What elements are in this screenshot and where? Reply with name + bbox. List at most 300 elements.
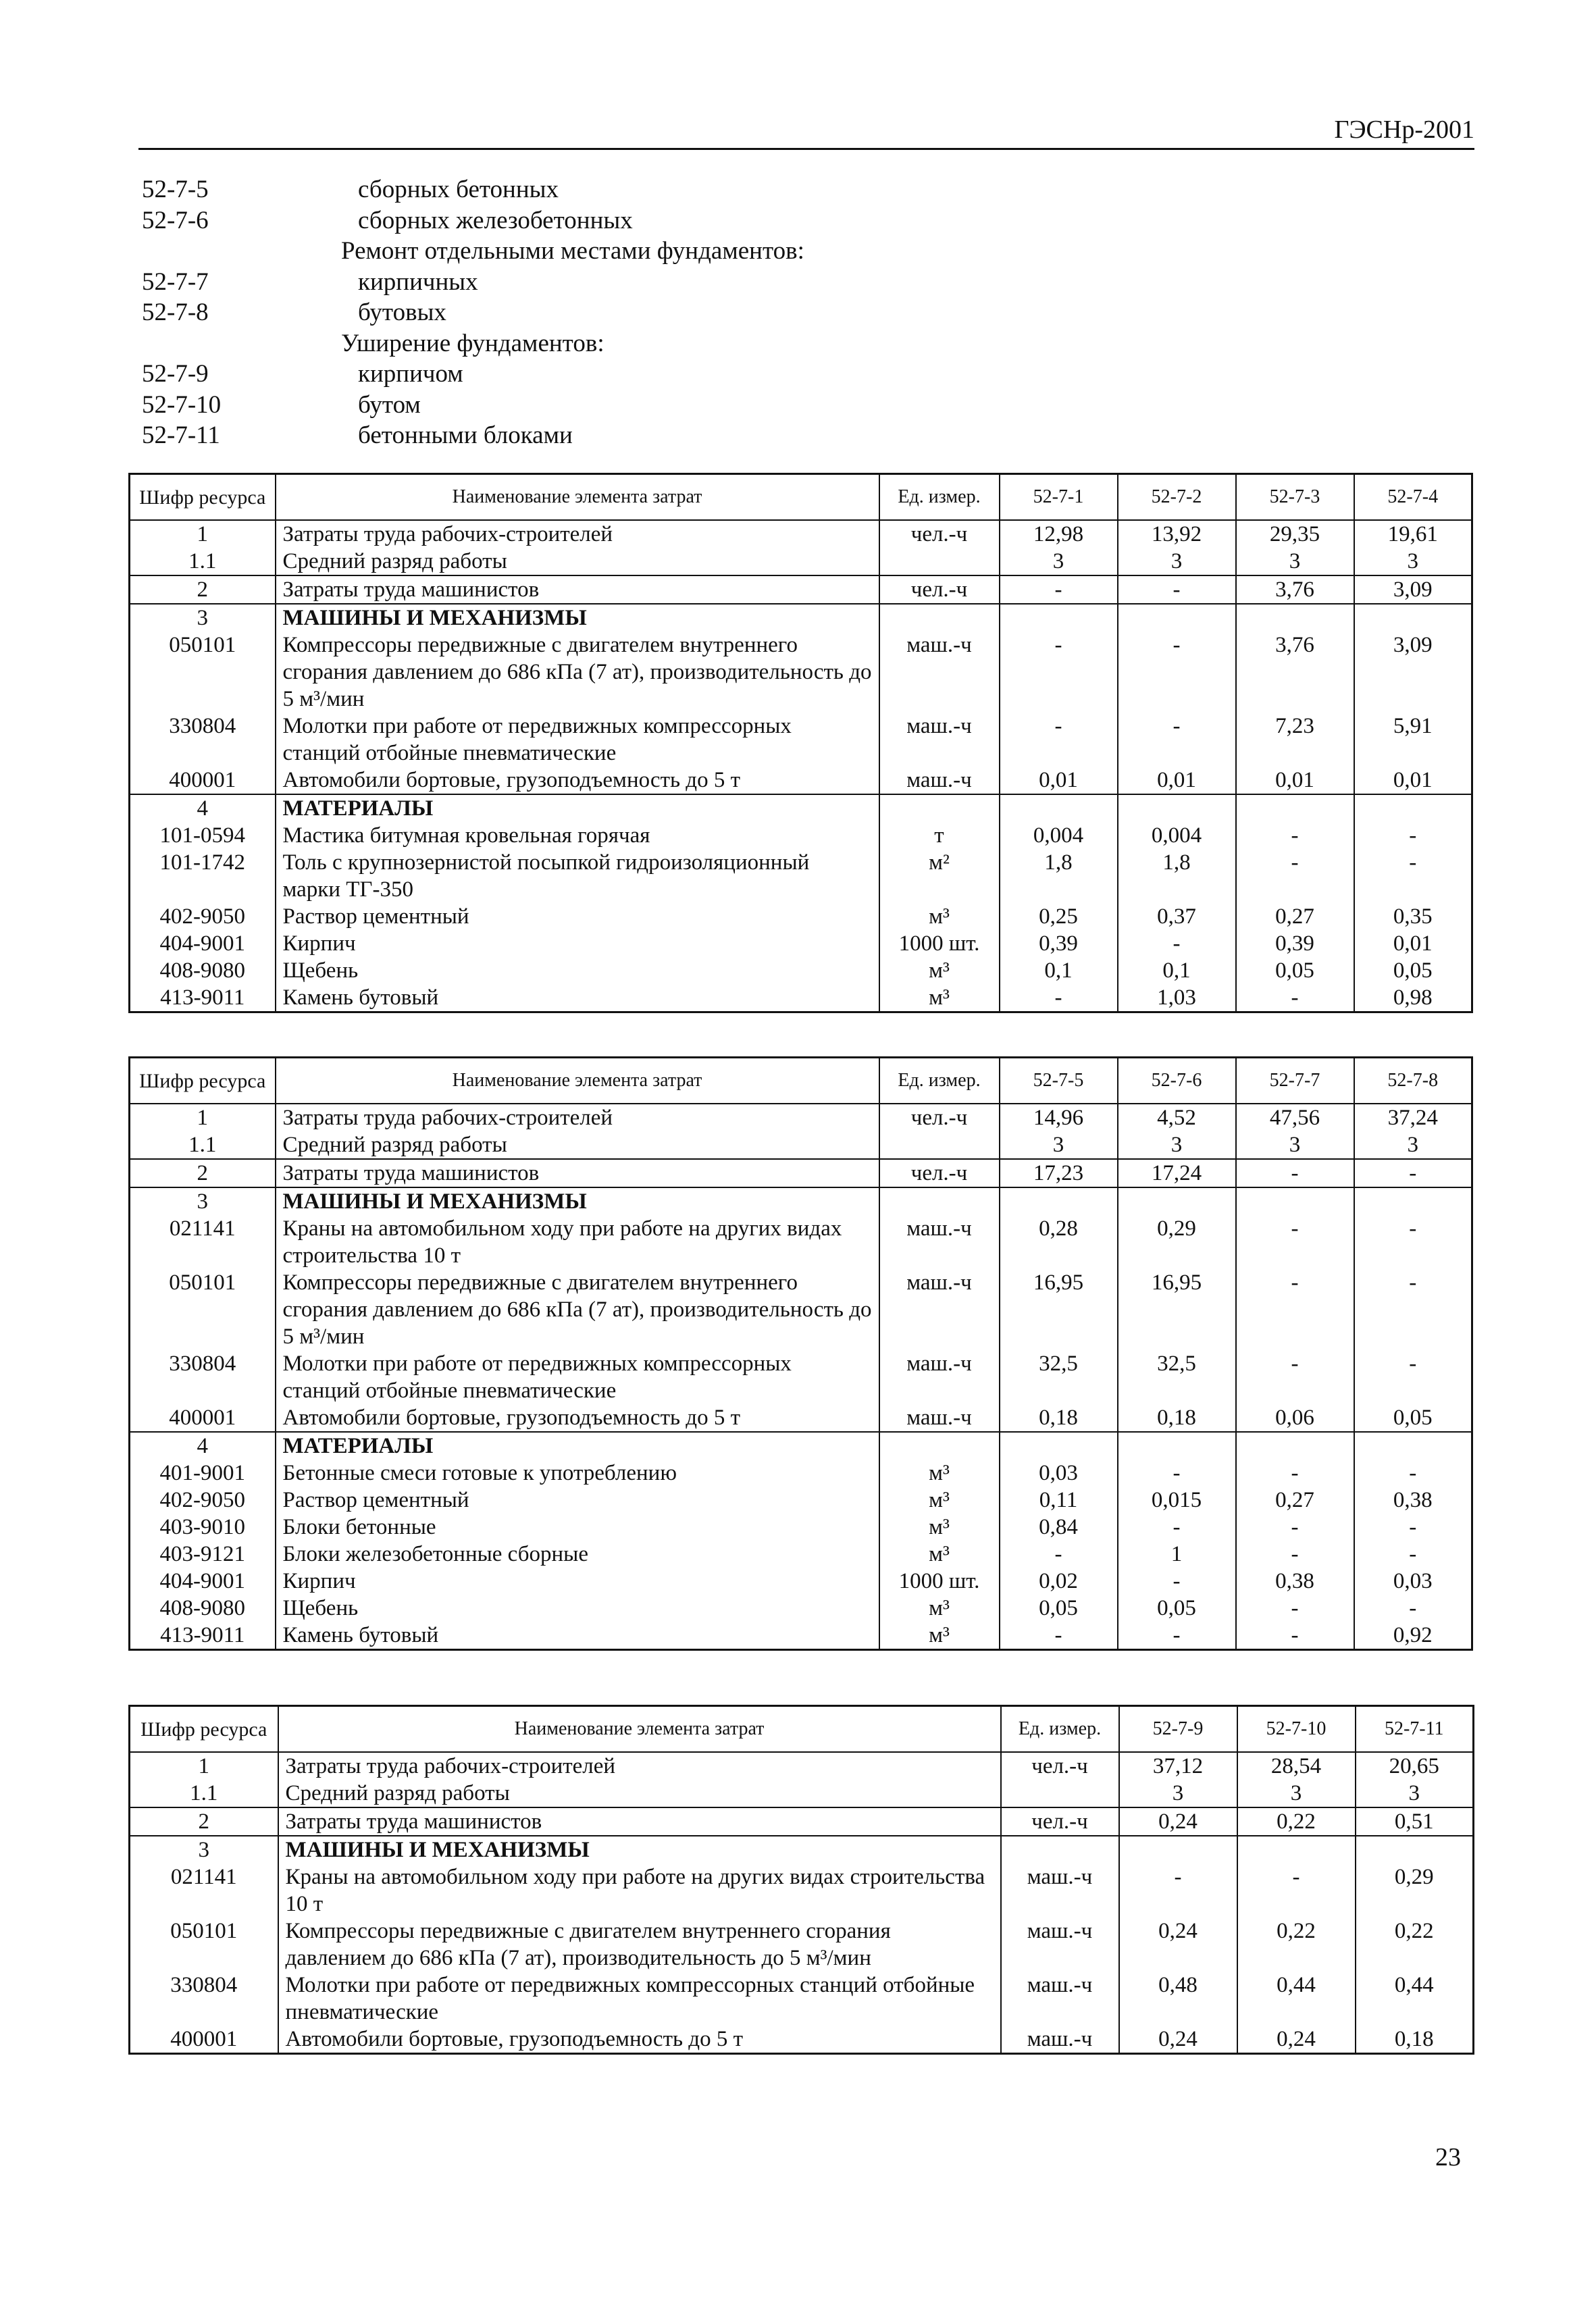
value-cell — [1236, 604, 1354, 632]
value-cell: - — [1118, 1514, 1236, 1541]
value-cell: 7,23 — [1236, 713, 1354, 767]
value-cell: - — [1354, 1595, 1472, 1622]
value-cell: 0,51 — [1356, 1807, 1474, 1836]
section-row — [130, 604, 1472, 632]
value-cell: - — [1237, 1863, 1356, 1918]
unit-cell — [1001, 1780, 1119, 1807]
intro-text: сборных железобетонных — [358, 206, 633, 234]
page-number: 23 — [1435, 2143, 1461, 2171]
table-row — [130, 1269, 1472, 1350]
resource-code: 404-9001 — [130, 930, 276, 957]
table-row — [130, 1404, 1472, 1432]
value-cell: - — [1354, 1514, 1472, 1541]
intro-code: 52-7-10 — [142, 390, 222, 419]
value-cell: - — [1118, 930, 1236, 957]
value-cell: - — [1236, 1269, 1354, 1350]
cost-item-name: Краны на автомобильном ходу при работе на других видах строительства 10 т — [278, 1863, 1001, 1918]
intro-group-heading — [142, 236, 1425, 267]
table-row — [130, 1460, 1472, 1487]
value-cell: 0,22 — [1237, 1918, 1356, 1972]
value-cell: 0,01 — [1354, 767, 1472, 794]
resource-code: 1 — [130, 1104, 276, 1131]
resource-code: 021141 — [130, 1863, 278, 1918]
value-cell: - — [1236, 1215, 1354, 1269]
value-cell: - — [1236, 822, 1354, 849]
header-col-52-7-9: 52-7-9 — [1119, 1706, 1237, 1753]
header-rule — [138, 148, 1474, 150]
value-cell: 12,98 — [1000, 520, 1118, 548]
cost-item-name: Щебень — [276, 957, 879, 984]
cost-item-name: Краны на автомобильном ходу при работе на других видах строительства 10 т — [276, 1215, 879, 1269]
table-row — [130, 984, 1472, 1012]
cost-item-name: МАТЕРИАЛЫ — [276, 794, 879, 822]
value-cell: 17,23 — [1000, 1159, 1118, 1187]
value-cell — [1000, 1187, 1118, 1215]
unit-cell: м² — [879, 849, 1000, 903]
table-row — [130, 1514, 1472, 1541]
value-cell: 0,004 — [1118, 822, 1236, 849]
intro-text: Ремонт отдельными местами фундаментов: — [341, 237, 804, 265]
value-cell: 32,5 — [1118, 1350, 1236, 1404]
table-row — [130, 822, 1472, 849]
resource-code: 050101 — [130, 632, 276, 713]
unit-cell: м³ — [879, 1460, 1000, 1487]
header-code: ГЭСНр-2001 — [1334, 115, 1474, 144]
cost-item-name: Затраты труда рабочих-строителей — [276, 520, 879, 548]
unit-cell: чел.-ч — [1001, 1807, 1119, 1836]
value-cell: 0,06 — [1236, 1404, 1354, 1432]
table-row — [130, 1918, 1474, 1972]
value-cell: 14,96 — [1000, 1104, 1118, 1131]
intro-text: Уширение фундаментов: — [341, 329, 604, 357]
value-cell — [1118, 1187, 1236, 1215]
header-col-52-7-11: 52-7-11 — [1356, 1706, 1474, 1753]
value-cell: 1,03 — [1118, 984, 1236, 1012]
table-row — [130, 632, 1472, 713]
value-cell: 0,01 — [1354, 930, 1472, 957]
resource-code: 050101 — [130, 1269, 276, 1350]
value-cell — [1356, 1836, 1474, 1863]
value-cell: 0,01 — [1000, 767, 1118, 794]
value-cell: 29,35 — [1236, 520, 1354, 548]
table-row — [130, 1350, 1472, 1404]
intro-group-heading — [142, 328, 1425, 359]
resource-code: 402-9050 — [130, 903, 276, 930]
header-col-52-7-10: 52-7-10 — [1237, 1706, 1356, 1753]
value-cell: 0,05 — [1118, 1595, 1236, 1622]
resource-code: 330804 — [130, 713, 276, 767]
cost-item-name: Автомобили бортовые, грузоподъемность до 5 т — [276, 1404, 879, 1432]
table-row — [130, 1215, 1472, 1269]
table-row — [130, 2026, 1474, 2054]
section-row — [130, 1836, 1474, 1863]
table-row — [130, 575, 1472, 604]
cost-item-name: Раствор цементный — [276, 1487, 879, 1514]
value-cell: - — [1354, 822, 1472, 849]
value-cell: 3 — [1354, 1131, 1472, 1159]
value-cell: 0,01 — [1118, 767, 1236, 794]
cost-item-name: Затраты труда рабочих-строителей — [276, 1104, 879, 1131]
value-cell: 20,65 — [1356, 1752, 1474, 1780]
unit-cell: м³ — [879, 957, 1000, 984]
value-cell: 32,5 — [1000, 1350, 1118, 1404]
header-resource: Шифр ресурса — [130, 474, 276, 521]
resource-code: 3 — [130, 1187, 276, 1215]
value-cell — [1354, 794, 1472, 822]
resource-code: 1.1 — [130, 1131, 276, 1159]
cost-item-name: Молотки при работе от передвижных компрессорных станций отбойные пневматические — [276, 713, 879, 767]
unit-cell: м³ — [879, 903, 1000, 930]
resource-code: 330804 — [130, 1972, 278, 2026]
cost-table-3 — [128, 1705, 1474, 2055]
value-cell: 0,02 — [1000, 1568, 1118, 1595]
value-cell: - — [1236, 1541, 1354, 1568]
value-cell: 0,11 — [1000, 1487, 1118, 1514]
intro-text: сборных бетонных — [358, 176, 559, 203]
value-cell: 1,8 — [1118, 849, 1236, 903]
value-cell — [1236, 1432, 1354, 1460]
value-cell — [1236, 1187, 1354, 1215]
table-header-row — [130, 474, 1472, 521]
intro-item — [142, 205, 1425, 236]
value-cell — [1118, 604, 1236, 632]
unit-cell: маш.-ч — [879, 1350, 1000, 1404]
cost-item-name: Бетонные смеси готовые к употреблению — [276, 1460, 879, 1487]
unit-cell: маш.-ч — [879, 713, 1000, 767]
value-cell: - — [1118, 632, 1236, 713]
value-cell: - — [1000, 1541, 1118, 1568]
unit-cell: м³ — [879, 984, 1000, 1012]
value-cell: 0,35 — [1354, 903, 1472, 930]
value-cell: 0,29 — [1356, 1863, 1474, 1918]
cost-item-name: Компрессоры передвижные с двигателем внутреннего сгорания давлением до 686 кПа (7 ат), производительность до 5 м³/мин — [278, 1918, 1001, 1972]
unit-cell — [879, 1432, 1000, 1460]
section-row — [130, 794, 1472, 822]
value-cell: - — [1000, 984, 1118, 1012]
header-col-52-7-2: 52-7-2 — [1118, 474, 1236, 521]
unit-cell: м³ — [879, 1595, 1000, 1622]
value-cell: 0,1 — [1000, 957, 1118, 984]
value-cell: - — [1118, 1622, 1236, 1650]
value-cell: 0,92 — [1354, 1622, 1472, 1650]
cost-item-name: Кирпич — [276, 930, 879, 957]
value-cell — [1000, 604, 1118, 632]
value-cell: - — [1236, 1460, 1354, 1487]
resource-code: 1.1 — [130, 1780, 278, 1807]
value-cell: - — [1236, 1622, 1354, 1650]
value-cell: 37,12 — [1119, 1752, 1237, 1780]
value-cell: 1,8 — [1000, 849, 1118, 903]
unit-cell: чел.-ч — [879, 1159, 1000, 1187]
cost-item-name: Щебень — [276, 1595, 879, 1622]
value-cell: 0,48 — [1119, 1972, 1237, 2026]
resource-code: 2 — [130, 575, 276, 604]
cost-item-name: Затраты труда машинистов — [276, 575, 879, 604]
unit-cell: маш.-ч — [879, 632, 1000, 713]
value-cell: 3 — [1118, 548, 1236, 575]
value-cell: - — [1354, 1460, 1472, 1487]
value-cell: - — [1118, 713, 1236, 767]
table-header-row — [130, 1058, 1472, 1104]
value-cell: - — [1354, 1541, 1472, 1568]
unit-cell — [879, 604, 1000, 632]
table-row — [130, 1595, 1472, 1622]
value-cell: 37,24 — [1354, 1104, 1472, 1131]
table-row — [130, 1622, 1472, 1650]
value-cell: 3 — [1119, 1780, 1237, 1807]
value-cell: 0,24 — [1119, 1918, 1237, 1972]
resource-code: 021141 — [130, 1215, 276, 1269]
resource-code: 101-1742 — [130, 849, 276, 903]
cost-item-name: Мастика битумная кровельная горячая — [276, 822, 879, 849]
value-cell — [1000, 794, 1118, 822]
value-cell: 0,05 — [1000, 1595, 1118, 1622]
header-unit: Ед. измер. — [879, 1058, 1000, 1104]
unit-cell: 1000 шт. — [879, 930, 1000, 957]
value-cell: 0,01 — [1236, 767, 1354, 794]
table-row — [130, 1131, 1472, 1159]
value-cell — [1236, 794, 1354, 822]
value-cell: - — [1119, 1863, 1237, 1918]
value-cell: - — [1354, 1215, 1472, 1269]
header-col-52-7-4: 52-7-4 — [1354, 474, 1472, 521]
table-row — [130, 930, 1472, 957]
intro-code: 52-7-5 — [142, 176, 209, 203]
resource-code: 1.1 — [130, 548, 276, 575]
value-cell — [1237, 1836, 1356, 1863]
unit-cell — [879, 794, 1000, 822]
value-cell: 0,03 — [1000, 1460, 1118, 1487]
cost-item-name: МАШИНЫ И МЕХАНИЗМЫ — [276, 1187, 879, 1215]
resource-code: 408-9080 — [130, 957, 276, 984]
intro-code: 52-7-6 — [142, 206, 209, 234]
cost-item-name: Автомобили бортовые, грузоподъемность до 5 т — [276, 767, 879, 794]
table-row — [130, 903, 1472, 930]
value-cell: 0,18 — [1000, 1404, 1118, 1432]
table-row — [130, 1863, 1474, 1918]
cost-table-2 — [128, 1056, 1473, 1651]
value-cell: 0,98 — [1354, 984, 1472, 1012]
value-cell: 0,004 — [1000, 822, 1118, 849]
resource-code: 400001 — [130, 1404, 276, 1432]
value-cell: - — [1236, 1595, 1354, 1622]
table-header-row — [130, 1706, 1474, 1753]
value-cell: 13,92 — [1118, 520, 1236, 548]
resource-code: 408-9080 — [130, 1595, 276, 1622]
value-cell: 0,38 — [1236, 1568, 1354, 1595]
value-cell: 3 — [1356, 1780, 1474, 1807]
header-resource: Шифр ресурса — [130, 1058, 276, 1104]
value-cell: 0,1 — [1118, 957, 1236, 984]
cost-item-name: Средний разряд работы — [276, 548, 879, 575]
table-row — [130, 1104, 1472, 1131]
value-cell: - — [1000, 632, 1118, 713]
resource-code: 2 — [130, 1807, 278, 1836]
value-cell: 0,24 — [1119, 2026, 1237, 2054]
header-resource: Шифр ресурса — [130, 1706, 278, 1753]
value-cell: 0,25 — [1000, 903, 1118, 930]
table-row — [130, 1159, 1472, 1187]
intro-text: бутом — [358, 390, 421, 419]
unit-cell: т — [879, 822, 1000, 849]
table-row — [130, 1807, 1474, 1836]
value-cell: 0,22 — [1356, 1918, 1474, 1972]
value-cell: - — [1000, 1622, 1118, 1650]
value-cell: 0,27 — [1236, 903, 1354, 930]
resource-code: 1 — [130, 520, 276, 548]
value-cell: 0,27 — [1236, 1487, 1354, 1514]
value-cell — [1354, 604, 1472, 632]
cost-item-name: Молотки при работе от передвижных компрессорных станций отбойные пневматические — [276, 1350, 879, 1404]
table-row — [130, 849, 1472, 903]
value-cell: 0,39 — [1236, 930, 1354, 957]
resource-code: 2 — [130, 1159, 276, 1187]
cost-item-name: МАШИНЫ И МЕХАНИЗМЫ — [278, 1836, 1001, 1863]
value-cell: 3,76 — [1236, 632, 1354, 713]
resource-code: 401-9001 — [130, 1460, 276, 1487]
resource-code: 1 — [130, 1752, 278, 1780]
value-cell: - — [1236, 849, 1354, 903]
table-row — [130, 767, 1472, 794]
value-cell: 0,24 — [1119, 1807, 1237, 1836]
value-cell: 28,54 — [1237, 1752, 1356, 1780]
value-cell: 4,52 — [1118, 1104, 1236, 1131]
value-cell: 0,44 — [1356, 1972, 1474, 2026]
intro-text: бутовых — [358, 299, 446, 326]
intro-code: 52-7-8 — [142, 299, 209, 326]
cost-item-name: Раствор цементный — [276, 903, 879, 930]
intro-item — [142, 297, 1425, 328]
resource-code: 402-9050 — [130, 1487, 276, 1514]
table-row — [130, 1752, 1474, 1780]
value-cell: 0,24 — [1237, 2026, 1356, 2054]
value-cell: 0,22 — [1237, 1807, 1356, 1836]
cost-item-name: Средний разряд работы — [276, 1131, 879, 1159]
cost-item-name: Блоки бетонные — [276, 1514, 879, 1541]
value-cell: - — [1118, 1460, 1236, 1487]
value-cell — [1000, 1432, 1118, 1460]
resource-code: 050101 — [130, 1918, 278, 1972]
value-cell — [1354, 1187, 1472, 1215]
unit-cell: м³ — [879, 1541, 1000, 1568]
unit-cell: маш.-ч — [879, 767, 1000, 794]
section-row — [130, 1187, 1472, 1215]
resource-code: 404-9001 — [130, 1568, 276, 1595]
intro-item — [142, 420, 1425, 451]
unit-cell — [879, 1131, 1000, 1159]
unit-cell: маш.-ч — [879, 1404, 1000, 1432]
unit-cell: маш.-ч — [1001, 1972, 1119, 2026]
intro-code: 52-7-7 — [142, 267, 209, 296]
value-cell: - — [1236, 1350, 1354, 1404]
table-row — [130, 520, 1472, 548]
table-row — [130, 713, 1472, 767]
header-name: Наименование элемента затрат — [276, 1058, 879, 1104]
value-cell: 19,61 — [1354, 520, 1472, 548]
resource-code: 403-9010 — [130, 1514, 276, 1541]
resource-code: 413-9011 — [130, 984, 276, 1012]
table-row — [130, 1972, 1474, 2026]
header-name: Наименование элемента затрат — [276, 474, 879, 521]
header-col-52-7-6: 52-7-6 — [1118, 1058, 1236, 1104]
value-cell: 16,95 — [1000, 1269, 1118, 1350]
unit-cell: маш.-ч — [1001, 1863, 1119, 1918]
unit-cell: м³ — [879, 1514, 1000, 1541]
header-unit: Ед. измер. — [1001, 1706, 1119, 1753]
unit-cell: чел.-ч — [879, 1104, 1000, 1131]
cost-item-name: МАШИНЫ И МЕХАНИЗМЫ — [276, 604, 879, 632]
intro-item — [142, 267, 1425, 298]
unit-cell — [879, 548, 1000, 575]
value-cell: 3,09 — [1354, 575, 1472, 604]
unit-cell: м³ — [879, 1622, 1000, 1650]
cost-item-name: Средний разряд работы — [278, 1780, 1001, 1807]
cost-table-1 — [128, 473, 1473, 1013]
cost-item-name: МАТЕРИАЛЫ — [276, 1432, 879, 1460]
intro-code: 52-7-11 — [142, 421, 220, 449]
section-row — [130, 1432, 1472, 1460]
intro-list — [142, 174, 1425, 451]
value-cell — [1354, 1432, 1472, 1460]
unit-cell: маш.-ч — [1001, 1918, 1119, 1972]
table-row — [130, 548, 1472, 575]
intro-item — [142, 390, 1425, 421]
table-row — [130, 1568, 1472, 1595]
cost-item-name: Затраты труда машинистов — [276, 1159, 879, 1187]
header-unit: Ед. измер. — [879, 474, 1000, 521]
resource-code: 4 — [130, 794, 276, 822]
resource-code: 400001 — [130, 767, 276, 794]
value-cell: 47,56 — [1236, 1104, 1354, 1131]
intro-text: кирпичом — [358, 360, 463, 388]
unit-cell — [879, 1187, 1000, 1215]
unit-cell: м³ — [879, 1487, 1000, 1514]
value-cell: 0,05 — [1236, 957, 1354, 984]
value-cell: 0,03 — [1354, 1568, 1472, 1595]
cost-item-name: Молотки при работе от передвижных компрессорных станций отбойные пневматические — [278, 1972, 1001, 2026]
intro-code: 52-7-9 — [142, 360, 209, 388]
value-cell: - — [1354, 1269, 1472, 1350]
table-row — [130, 1487, 1472, 1514]
header-col-52-7-5: 52-7-5 — [1000, 1058, 1118, 1104]
value-cell: - — [1354, 1350, 1472, 1404]
cost-item-name: Компрессоры передвижные с двигателем внутреннего сгорания давлением до 686 кПа (7 ат), производительность до 5 м³/мин — [276, 1269, 879, 1350]
value-cell: - — [1236, 1514, 1354, 1541]
value-cell: 17,24 — [1118, 1159, 1236, 1187]
value-cell: 0,18 — [1356, 2026, 1474, 2054]
header-col-52-7-1: 52-7-1 — [1000, 474, 1118, 521]
intro-text: бетонными блоками — [358, 421, 573, 449]
resource-code: 101-0594 — [130, 822, 276, 849]
unit-cell: маш.-ч — [879, 1215, 1000, 1269]
value-cell: 0,28 — [1000, 1215, 1118, 1269]
cost-item-name: Затраты труда рабочих-строителей — [278, 1752, 1001, 1780]
unit-cell — [1001, 1836, 1119, 1863]
header-name: Наименование элемента затрат — [278, 1706, 1001, 1753]
value-cell: 0,84 — [1000, 1514, 1118, 1541]
cost-item-name: Автомобили бортовые, грузоподъемность до 5 т — [278, 2026, 1001, 2054]
resource-code: 330804 — [130, 1350, 276, 1404]
unit-cell: маш.-ч — [1001, 2026, 1119, 2054]
unit-cell: 1000 шт. — [879, 1568, 1000, 1595]
value-cell: 0,39 — [1000, 930, 1118, 957]
resource-code: 400001 — [130, 2026, 278, 2054]
value-cell: 0,38 — [1354, 1487, 1472, 1514]
value-cell — [1118, 794, 1236, 822]
value-cell: - — [1000, 713, 1118, 767]
cost-item-name: Затраты труда машинистов — [278, 1807, 1001, 1836]
cost-item-name: Камень бутовый — [276, 1622, 879, 1650]
